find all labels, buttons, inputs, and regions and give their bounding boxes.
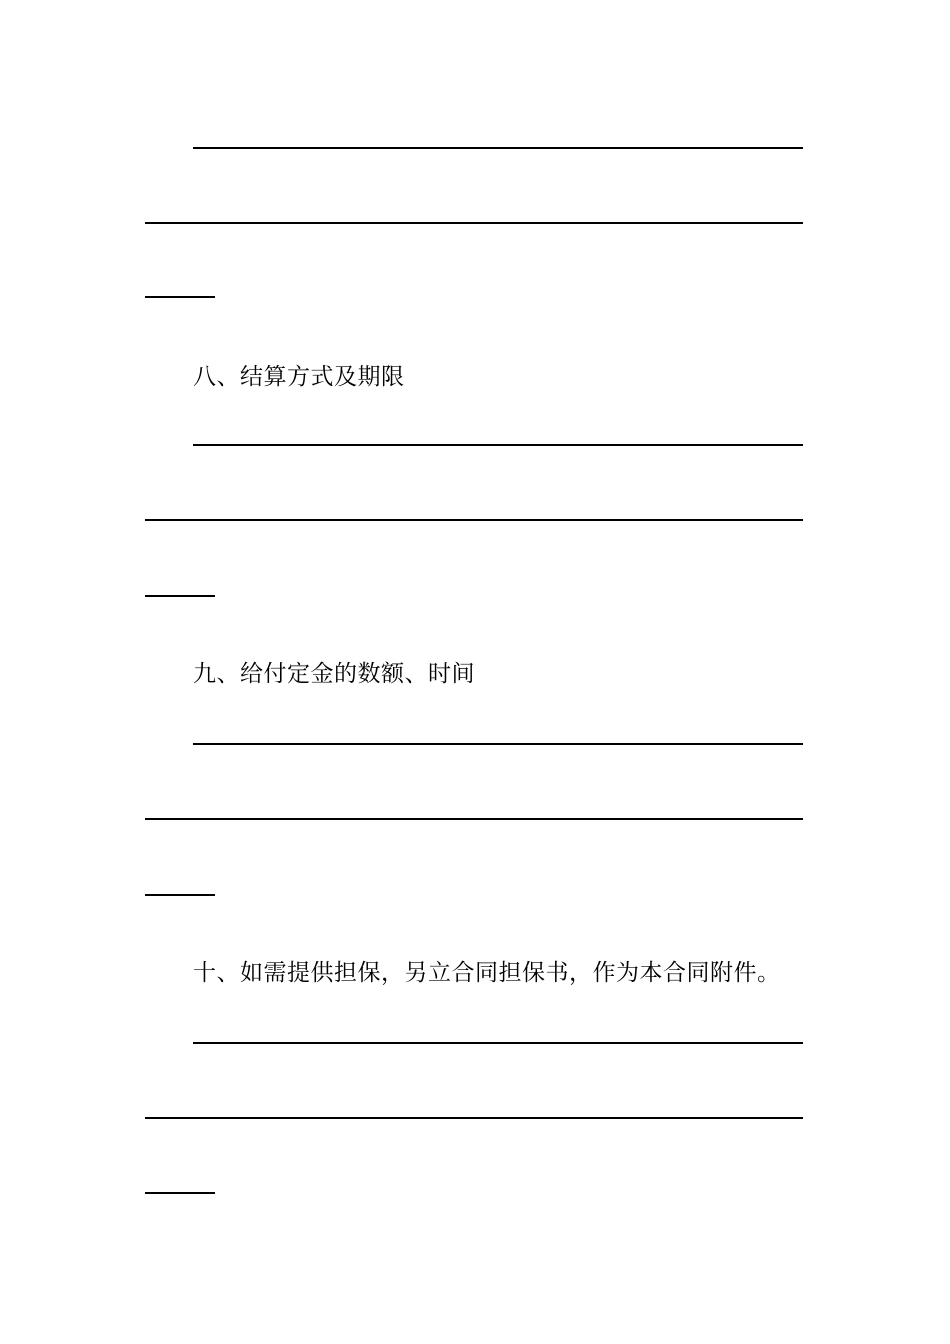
blank-line — [145, 1117, 803, 1119]
blank-line — [145, 519, 803, 521]
blank-line — [145, 1192, 215, 1194]
blank-line — [145, 222, 803, 224]
blank-line — [193, 147, 803, 149]
blank-line — [193, 743, 803, 745]
clause-heading-9: 九、给付定金的数额、时间 — [193, 661, 475, 687]
blank-line — [145, 595, 215, 597]
blank-line — [145, 296, 215, 298]
blank-line — [145, 894, 215, 896]
blank-line — [193, 1042, 803, 1044]
clause-heading-10: 十、如需提供担保，另立合同担保书，作为本合同附件。 — [193, 960, 781, 986]
clause-heading-8: 八、结算方式及期限 — [193, 364, 405, 390]
blank-line — [145, 818, 803, 820]
blank-line — [193, 444, 803, 446]
